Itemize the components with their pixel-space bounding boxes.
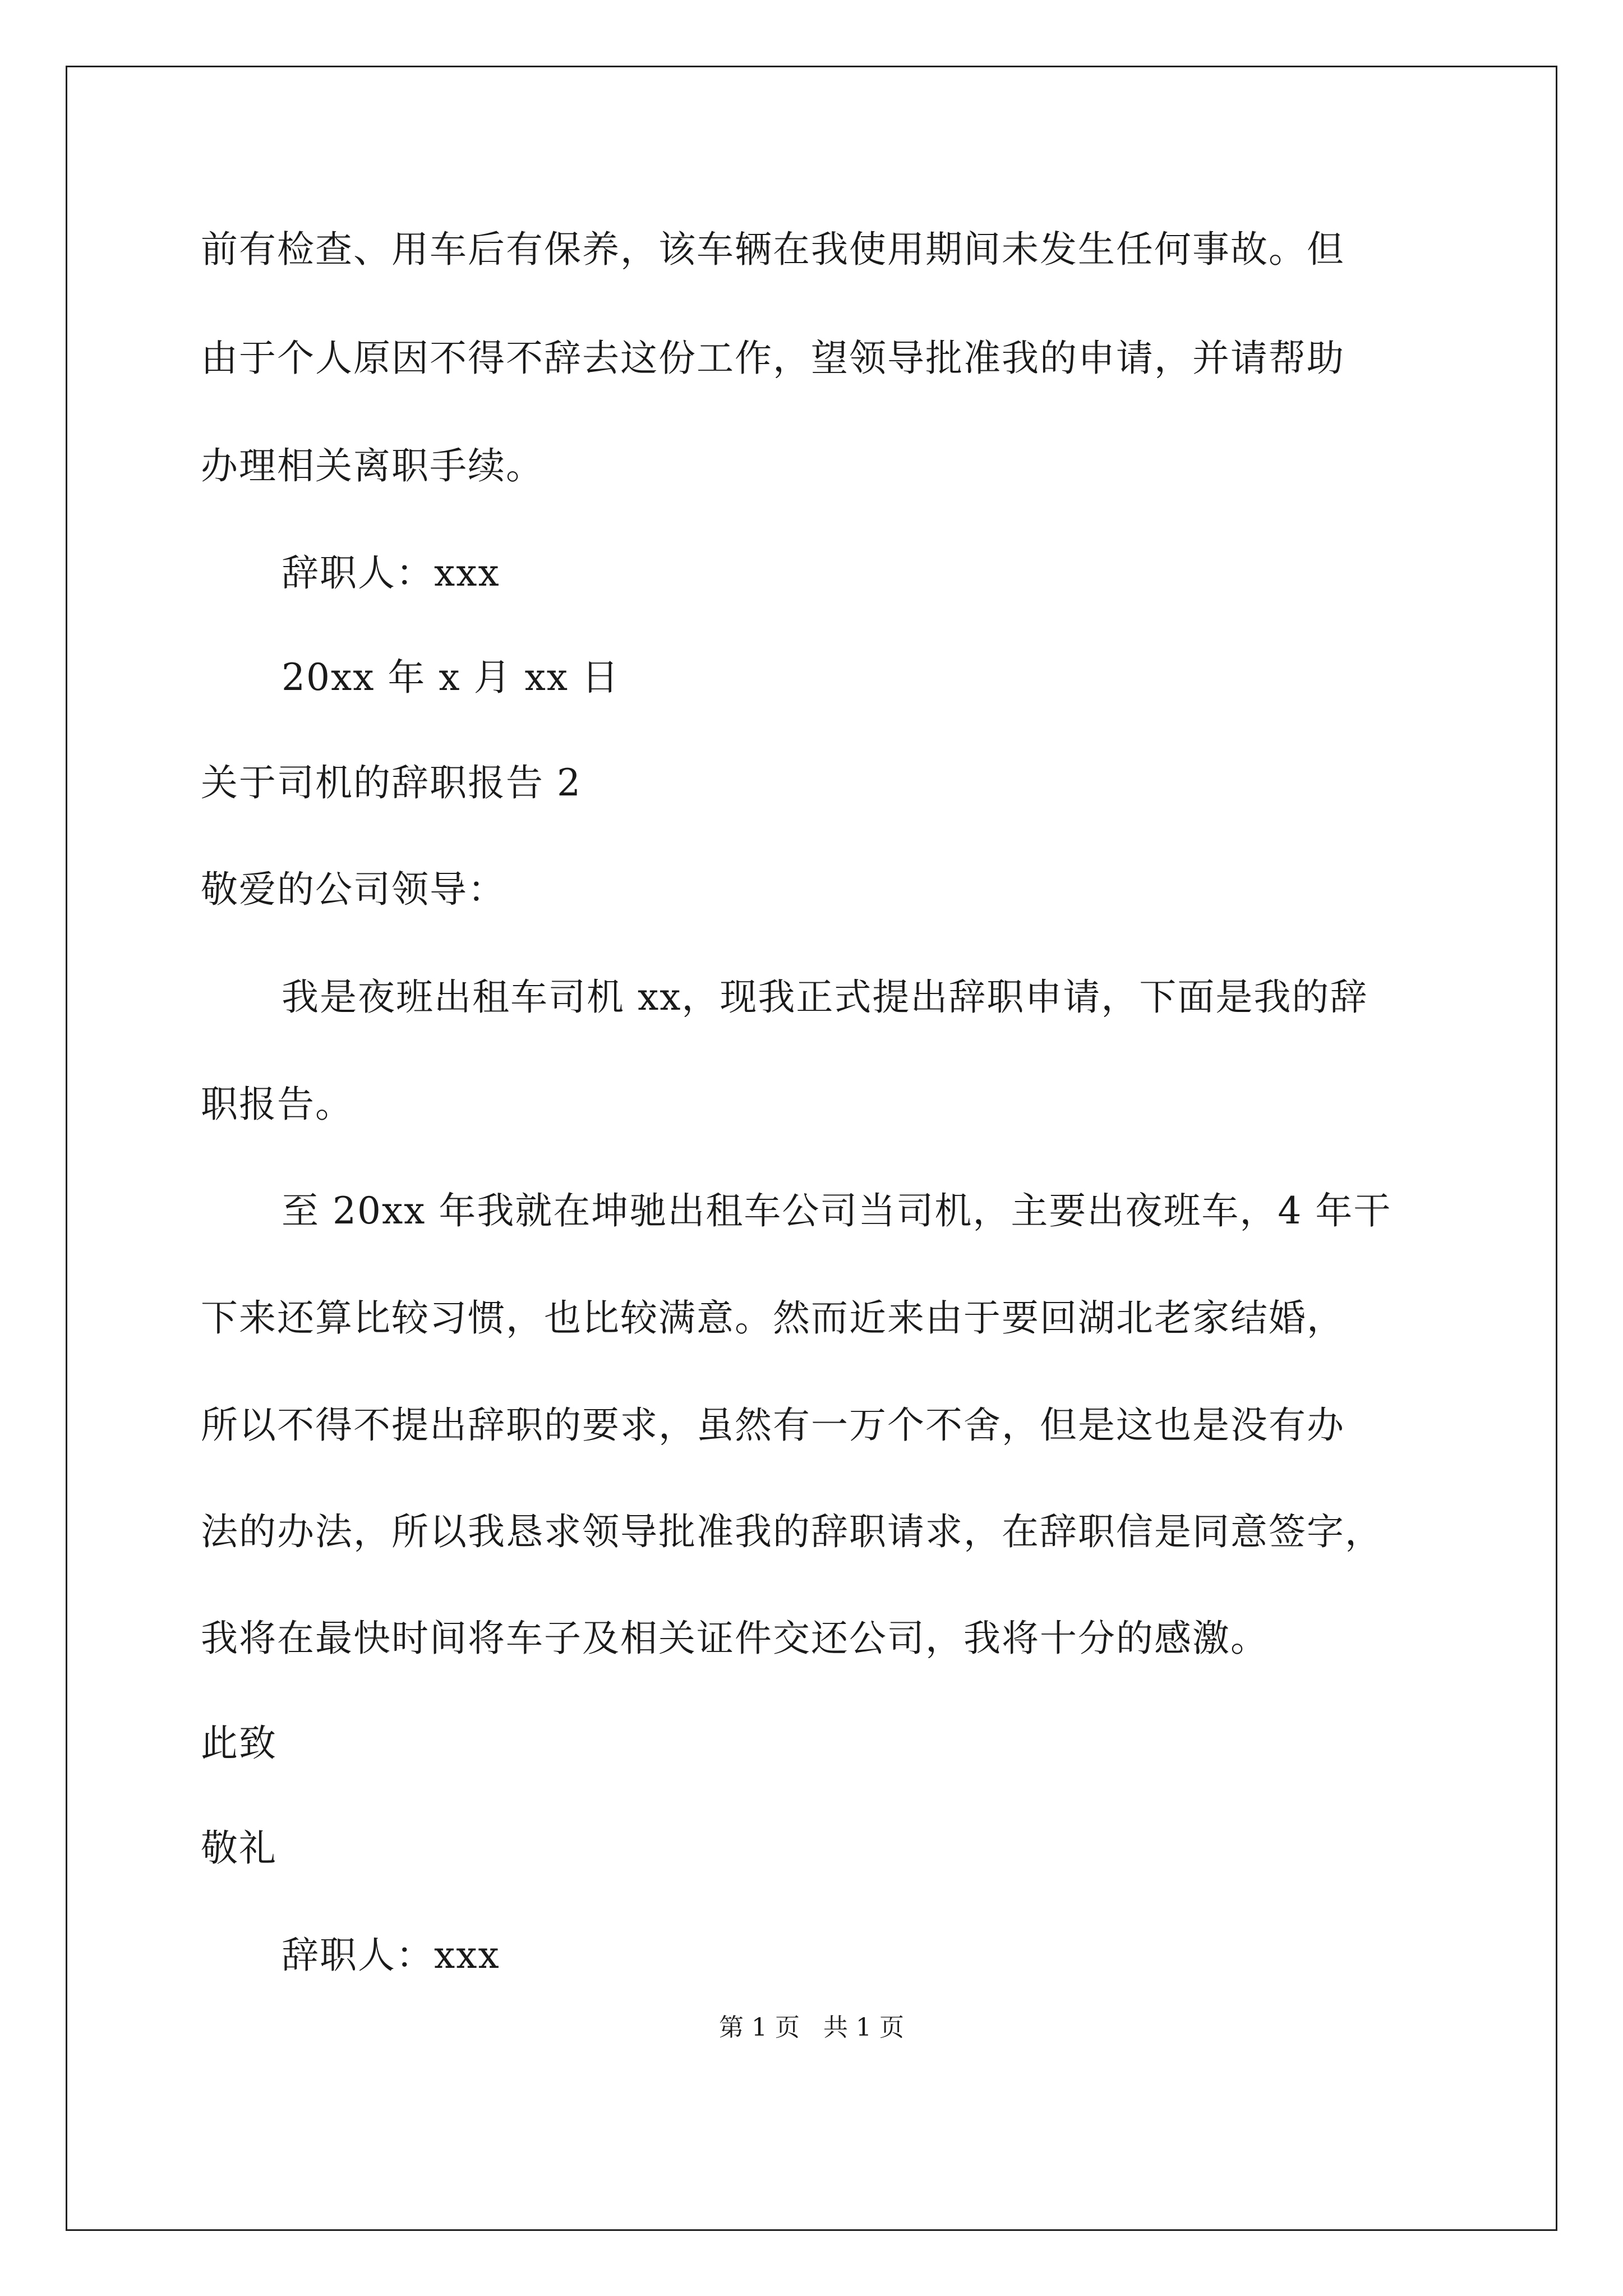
date-line: 20xx 年 x 月 xx 日 [282, 656, 620, 699]
text-line: 下来还算比较习惯，也比较满意。然而近来由于要回湖北老家结婚， [201, 1296, 1345, 1340]
text-line: 职报告。 [201, 1083, 353, 1126]
text-line: 由于个人原因不得不辞去这份工作，望领导批准我的申请，并请帮助 [201, 337, 1345, 380]
text-line: 我将在最快时间将车子及相关证件交还公司，我将十分的感激。 [201, 1617, 1269, 1660]
page-number: 第 1 页 共 1 页 [719, 2013, 904, 2042]
closing-line: 敬礼 [201, 1826, 277, 1870]
page-frame [66, 66, 1557, 2231]
text-line: 办理相关离职手续。 [201, 444, 544, 487]
salutation: 敬爱的公司领导： [201, 868, 506, 911]
text-line: 前有检查、用车后有保养，该车辆在我使用期间未发生任何事故。但 [201, 228, 1345, 271]
text-line: 所以不得不提出辞职的要求，虽然有一万个不舍，但是这也是没有办 [201, 1404, 1345, 1447]
signature-line: 辞职人：xxx [282, 551, 500, 595]
text-line: 我是夜班出租车司机 xx，现我正式提出辞职申请，下面是我的辞 [282, 976, 1368, 1019]
section-title: 关于司机的辞职报告 2 [201, 761, 582, 804]
signature-line: 辞职人：xxx [282, 1934, 500, 1977]
text-line: 至 20xx 年我就在坤驰出租车公司当司机，主要出夜班车，4 年干 [282, 1189, 1392, 1232]
text-line: 法的办法，所以我恳求领导批准我的辞职请求，在辞职信是同意签字， [201, 1510, 1383, 1553]
closing-line: 此致 [201, 1722, 277, 1765]
